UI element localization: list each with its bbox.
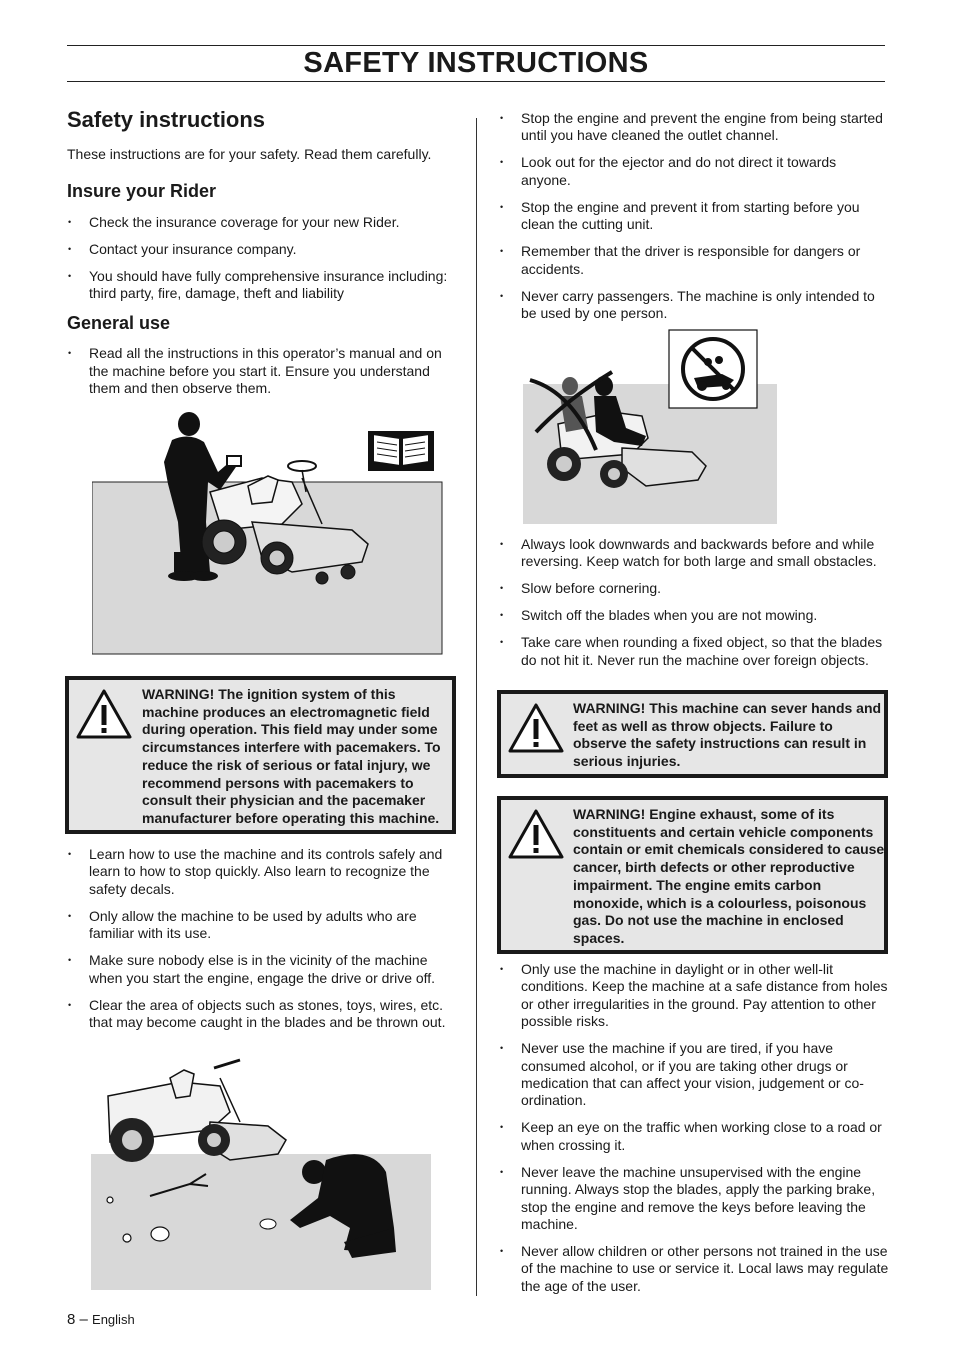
list-item: • Stop the engine and prevent it from starting before you clean the cutting unit. (499, 199, 889, 234)
right-list-bottom (499, 961, 889, 1305)
operation-list (67, 846, 457, 1041)
list-item: • Keep an eye on the traffic when working close to a road or when crossing it. (499, 1119, 889, 1154)
right-list-mid (499, 536, 889, 679)
manual-book-icon (369, 432, 433, 470)
list-item: • Take care when rounding a fixed object, so that the blades do not hit it. Never run the machine over foreign objects. (499, 634, 889, 669)
list-item: • Read all the instructions in this operator’s manual and on the machine before you start it. Ensure you understand them and then observe them. (67, 345, 457, 397)
general-use-list (67, 345, 457, 397)
list-item: • Only use the machine in daylight or in other well-lit conditions. Keep the machine at a safe distance from holes or other irregularities in the ground. Pay attention to other possible risks. (499, 961, 889, 1031)
manual-reading-illustration (92, 412, 444, 656)
warning-sever-text: WARNING! This machine can sever hands and feet as well as throw objects. Failure to observe the safety instructions can result in serious injuries. (573, 700, 882, 770)
section-title: Safety instructions (67, 107, 266, 132)
list-item: • Never use the machine if you are tired, if you have consumed alcohol, or if you are taking other drugs or medication that can affect your vision, judgement or co-ordination. (499, 1040, 889, 1110)
warning-triangle-icon (75, 688, 133, 740)
page-banner-title: SAFETY INSTRUCTIONS (303, 47, 649, 79)
list-item: • Switch off the blades when you are not mowing. (499, 607, 889, 624)
warning-exhaust-box (497, 796, 888, 954)
list-item: • Always look downwards and backwards before and while reversing. Keep watch for both large and small obstacles. (499, 536, 889, 571)
list-item: • Remember that the driver is responsible for dangers or accidents. (499, 243, 889, 278)
list-item: • Stop the engine and prevent the engine from being started until you have cleaned the outlet channel. (499, 110, 889, 145)
warning-pacemaker-box (65, 676, 456, 834)
list-item: • Look out for the ejector and do not direct it towards anyone. (499, 154, 889, 189)
page-number: 8 – (67, 1311, 88, 1328)
warning-sever-box (497, 690, 888, 778)
list-item: • Learn how to use the machine and its controls safely and learn to how to stop quickly. Also learn to recognize the safety decals. (67, 846, 457, 898)
list-item: • You should have fully comprehensive insurance including: third party, fire, damage, theft and liability (67, 268, 457, 303)
list-item: • Never leave the machine unsupervised with the engine running. Always stop the blades, apply the parking brake, stop the engine and remove the keys before leaving the machine. (499, 1164, 889, 1234)
insure-heading: Insure your Rider (67, 181, 217, 201)
list-item: • Only allow the machine to be used by adults who are familiar with its use. (67, 908, 457, 943)
list-item: • Slow before cornering. (499, 580, 889, 597)
no-passengers-illustration (522, 328, 778, 526)
no-passengers-icon (683, 339, 743, 399)
right-list-top (499, 110, 889, 332)
list-item: • Never carry passengers. The machine is only intended to be used by one person. (499, 288, 889, 323)
intro-text: These instructions are for your safety. Read them carefully. (67, 146, 432, 162)
list-item: • Contact your insurance company. (67, 241, 457, 258)
footer-language: English (92, 1312, 135, 1327)
clearing-objects-illustration (90, 1052, 432, 1292)
warning-triangle-icon (507, 702, 565, 754)
list-item: • Check the insurance coverage for your new Rider. (67, 214, 457, 231)
warning-pacemaker-text: WARNING! The ignition system of this machine produces an electromagnetic field during operation. This field may under some circumstances interfere with pacemakers. To reduce the risk of serious or fatal injury, we recommend persons with pacemakers to consult their physician and the pacemaker manufacturer before operating this machine. (142, 686, 441, 826)
left-column (67, 106, 457, 407)
column-divider (476, 118, 477, 1296)
list-item: • Make sure nobody else is in the vicinity of the machine when you start the engine, engage the drive or drive off. (67, 952, 457, 987)
warning-exhaust-text: WARNING! Engine exhaust, some of its constituents and certain vehicle components contain or emit chemicals considered to cause cancer, birth defects or other reproductive impairment. The engine emits carbon monoxide, which is a colourless, poisonous gas. Do not use the machine in enclosed spaces. (573, 806, 885, 946)
insure-list (67, 214, 457, 303)
list-item: • Clear the area of objects such as stones, toys, wires, etc. that may become caught in the blades and be thrown out. (67, 997, 457, 1032)
warning-triangle-icon (507, 808, 565, 860)
header-rule-bottom (67, 81, 885, 82)
page-footer (67, 1311, 135, 1328)
list-item: • Never allow children or other persons not trained in the use of the machine to use or service it. Local laws may regulate the age of the user. (499, 1243, 889, 1295)
general-use-heading: General use (67, 313, 171, 334)
